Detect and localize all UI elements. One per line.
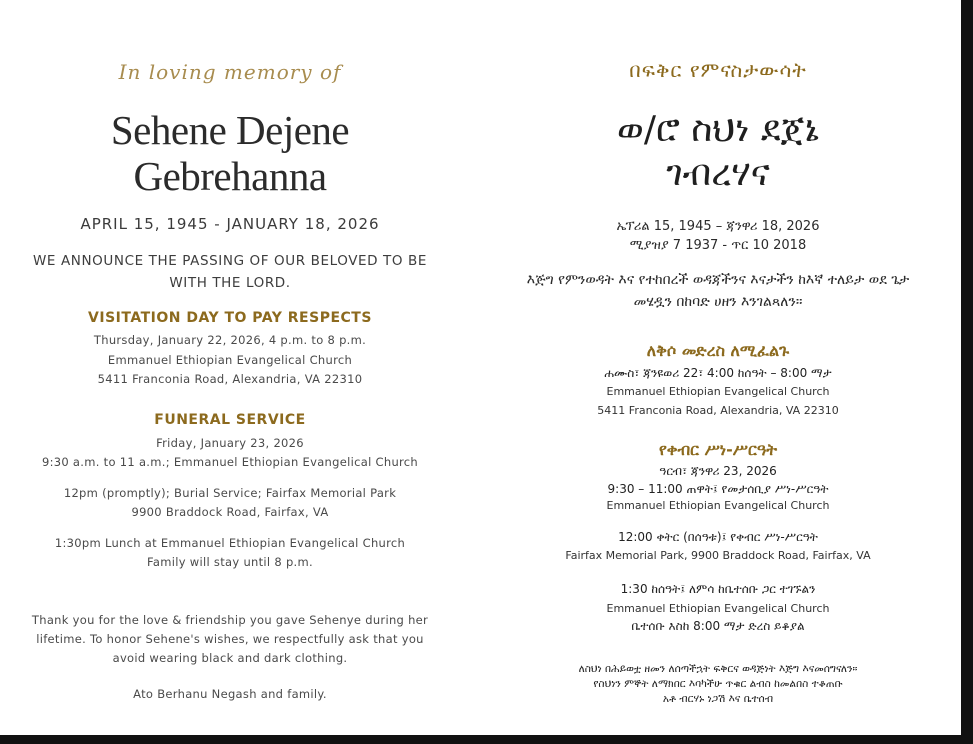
amharic-funeral-line-6: 1:30 ከሰዓት፤ ለምሳ ከቤተሰቡ ጋር ተገኙልን <box>620 582 816 596</box>
amharic-funeral-line-3: Emmanuel Ethiopian Evangelical Church <box>606 499 830 512</box>
announcement: WE ANNOUNCE THE PASSING OF OUR BELOVED TO BE WITH THE LORD. <box>32 253 428 291</box>
name-line-2: Gebrehanna <box>133 153 327 199</box>
thank-you-note: Thank you for the love & friendship you gave Sehenye during her lifetime. To honor Sehene's wishes, we respectfully ask that you avoid wearing black and dark clothing. <box>31 613 429 665</box>
name-line-1: Sehene Dejene <box>110 107 350 153</box>
amharic-visitation-line-2: Emmanuel Ethiopian Evangelical Church <box>606 385 830 398</box>
funeral-line-1: Friday, January 23, 2026 <box>156 436 304 450</box>
amharic-dates-gregorian: ኤፕሪል 15, 1945 – ጃንዋሪ 18, 2026 <box>616 219 820 234</box>
amharic-signature: አቶ ብርሃኑ ነጋሽ እና ቤተሰብ <box>662 693 774 705</box>
amharic-funeral-line-2: 9:30 – 11:00 ጠዋት፤ የመታሰቢያ ሥነ-ሥርዓት <box>607 482 829 496</box>
visitation-line-3: 5411 Franconia Road, Alexandria, VA 22310 <box>97 372 363 386</box>
funeral-line-6: Family will stay until 8 p.m. <box>147 555 313 569</box>
amharic-name-line-1: ወ/ሮ ስህነ ደጀኔ <box>617 109 819 150</box>
amharic-thanks-line-1: ለስህነ በሕይወቷ ዘመን ለሰጣችኋት ፍቅርና ወዳጅነት እጅግ እናመሰግናለን። <box>578 663 858 675</box>
signature: Ato Berhanu Negash and family. <box>133 687 327 701</box>
amharic-thanks-line-2: የስህነን ምኞት ለማክበር እባካችሁ ጥቁር ልብስ ከመልበስ ተቆጠቡ <box>593 678 843 690</box>
amharic-name-line-2: ገብረሃና <box>666 153 770 194</box>
funeral-heading: FUNERAL SERVICE <box>154 412 306 428</box>
visitation-heading: VISITATION DAY TO PAY RESPECTS <box>88 310 372 326</box>
amharic-funeral-heading: የቀብር ሥነ-ሥርዓት <box>658 440 778 459</box>
funeral-line-2: 9:30 a.m. to 11 a.m.; Emmanuel Ethiopian Evangelical Church <box>41 455 419 469</box>
funeral-line-5: 1:30pm Lunch at Emmanuel Ethiopian Evangelical Church <box>54 536 406 550</box>
frame-edge-bottom <box>0 735 973 744</box>
amharic-funeral-line-1: ዓርብ፣ ጃንዋሪ 23, 2026 <box>659 464 777 478</box>
amharic-visitation-line-1: ሐሙስ፣ ጃንዩወሪ 22፣ 4:00 ከሰዓት – 8:00 ማታ <box>604 366 832 380</box>
amharic-dates-ethiopian: ሚያዝያ 7 1937 - ጥር 10 2018 <box>629 238 807 253</box>
funeral-line-4: 9900 Braddock Road, Fairfax, VA <box>131 505 329 519</box>
funeral-line-3: 12pm (promptly); Burial Service; Fairfax Memorial Park <box>63 486 397 500</box>
amharic-funeral-line-8: ቤተሰቡ እስከ 8:00 ማታ ድረስ ይቆያል <box>631 619 805 633</box>
amharic-funeral-line-7: Emmanuel Ethiopian Evangelical Church <box>606 602 830 615</box>
amharic-funeral-line-4: 12:00 ቀትር (በሰዓቱ)፤ የቀብር ሥነ-ሥርዓት <box>618 530 818 544</box>
amharic-announcement: እጅግ የምንወዳት እና የተከበረች ወዳጃችንና እናታችን ከእኛ ተለይታ ወደ ጌታ መሄዷን በከባድ ሀዘን እንገልጻለን። <box>526 272 910 310</box>
visitation-line-1: Thursday, January 22, 2026, 4 p.m. to 8 p.m. <box>93 333 367 347</box>
life-dates: APRIL 15, 1945 - JANUARY 18, 2026 <box>80 215 380 233</box>
amharic-in-memory: በፍቅር የምናስታውሳት <box>629 58 807 82</box>
amharic-visitation-heading: ለቅሶ መድረስ ለሚፈልጉ <box>646 341 790 360</box>
in-memory-script: In loving memory of <box>118 60 342 84</box>
visitation-line-2: Emmanuel Ethiopian Evangelical Church <box>107 353 353 367</box>
frame-edge-right <box>961 0 973 744</box>
amharic-funeral-line-5: Fairfax Memorial Park, 9900 Braddock Road, Fairfax, VA <box>565 549 871 562</box>
amharic-visitation-line-3: 5411 Franconia Road, Alexandria, VA 22310 <box>597 404 839 417</box>
